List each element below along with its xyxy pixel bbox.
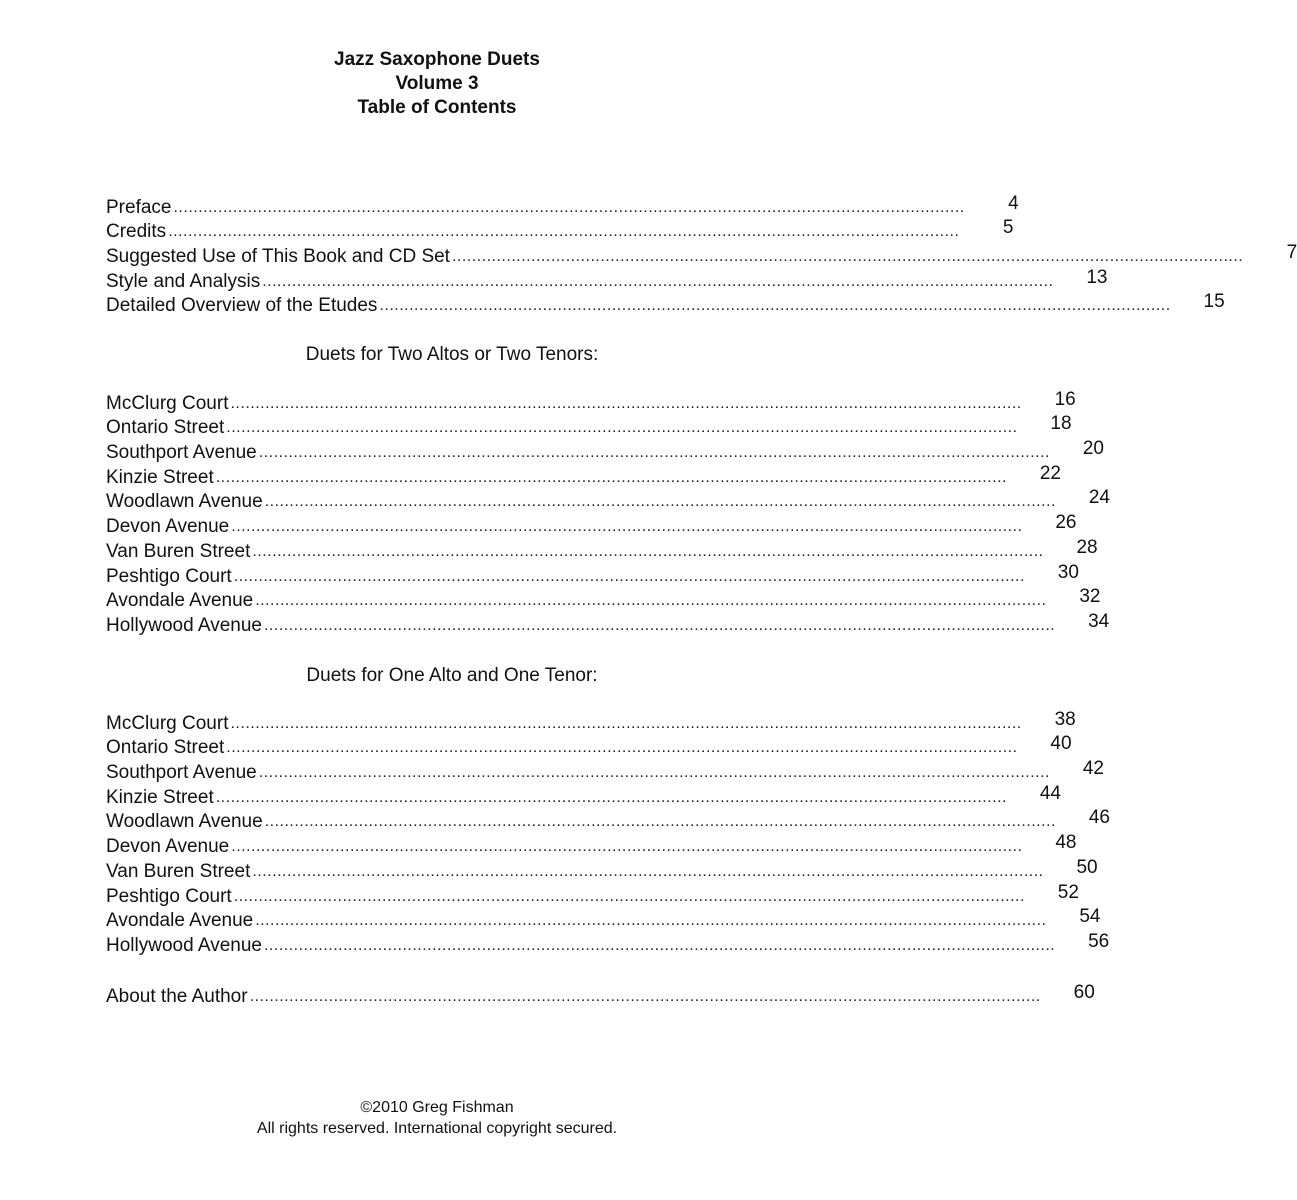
dot-leader: ................................................................................................................................................................ — [249, 987, 1041, 1005]
toc-entry — [106, 487, 1110, 514]
toc-entry — [106, 438, 1104, 464]
copyright-footer — [0, 1097, 874, 1139]
section-heading-alto-tenor: Duets for One Alto and One Tenor: — [306, 665, 598, 686]
toc-entry-page: 50 — [1076, 856, 1098, 878]
toc-entry — [106, 192, 1019, 219]
toc-entry — [106, 462, 1061, 489]
toc-entry-title: Avondale Avenue — [106, 910, 254, 932]
document-header — [0, 48, 874, 120]
toc-entry-page: 4 — [1008, 192, 1019, 214]
dot-leader: ................................................................................................................................................................ — [226, 739, 1018, 757]
toc-entry-page: 18 — [1050, 413, 1072, 435]
toc-entry-title: Detailed Overview of the Etudes — [106, 295, 378, 317]
dot-leader: ................................................................................................................................................................ — [231, 518, 1023, 536]
toc-entry-title: Credits — [106, 221, 167, 243]
toc-entry — [106, 708, 1076, 735]
toc-entry-title: Devon Avenue — [106, 516, 230, 538]
toc-entry-page: 22 — [1039, 462, 1061, 484]
toc-entry — [106, 807, 1110, 834]
toc-entry-title: Van Buren Street — [106, 540, 251, 562]
toc-entry-page: 15 — [1203, 291, 1225, 313]
toc-entry-page: 60 — [1073, 981, 1095, 1003]
dot-leader: ................................................................................................................................................................ — [215, 468, 1007, 486]
toc-entry-page: 24 — [1088, 487, 1110, 509]
volume-label: Volume 3 — [395, 73, 479, 94]
toc-entry-page: 46 — [1088, 807, 1110, 829]
dot-leader: ................................................................................................................................................................ — [262, 272, 1054, 290]
toc-entry-title: Style and Analysis — [106, 270, 261, 292]
toc-entry-page: 16 — [1054, 388, 1076, 410]
dot-leader: ................................................................................................................................................................ — [255, 592, 1047, 610]
toc-entry-page: 5 — [1002, 217, 1014, 239]
toc-entry-title: Preface — [106, 196, 172, 218]
dot-leader: ................................................................................................................................................................ — [231, 838, 1023, 856]
toc-entry — [106, 930, 1110, 957]
toc-entry-page: 32 — [1079, 586, 1101, 608]
dot-leader: ................................................................................................................................................................ — [451, 248, 1244, 266]
toc-entry — [106, 906, 1101, 933]
toc-entry — [106, 586, 1101, 613]
toc-entry — [106, 832, 1077, 858]
front-matter-list — [106, 192, 1297, 317]
toc-entry-title: Southport Avenue — [106, 762, 257, 784]
toc-entry-page: 48 — [1055, 832, 1077, 854]
toc-entry — [106, 512, 1077, 538]
toc-entry-page: 30 — [1057, 561, 1079, 583]
toc-entry-page: 7 — [1286, 242, 1297, 264]
toc-entry — [106, 388, 1076, 415]
toc-entry — [106, 758, 1104, 784]
toc-entry-title: Hollywood Avenue — [106, 614, 262, 636]
toc-entry — [106, 242, 1297, 268]
toc-entry-page: 28 — [1076, 536, 1098, 558]
toc-entry — [106, 291, 1225, 318]
section-two-altos-list — [106, 388, 1110, 637]
dot-leader: ................................................................................................................................................................ — [264, 813, 1056, 831]
toc-entry — [106, 610, 1110, 637]
toc-entry-page: 44 — [1039, 782, 1061, 804]
toc-entry — [106, 881, 1079, 908]
toc-entry-title: Van Buren Street — [106, 860, 251, 882]
toc-entry — [106, 561, 1079, 588]
toc-entry-page: 54 — [1079, 906, 1101, 928]
dot-leader: ................................................................................................................................................................ — [226, 419, 1018, 437]
dot-leader: ................................................................................................................................................................ — [379, 297, 1171, 315]
toc-entry-title: Devon Avenue — [106, 836, 230, 858]
dot-leader: ................................................................................................................................................................ — [258, 444, 1050, 462]
dot-leader: ................................................................................................................................................................ — [233, 567, 1025, 585]
toc-entry-page: 34 — [1088, 610, 1110, 632]
toc-entry — [106, 217, 1014, 244]
toc-entry-title: McClurg Court — [106, 712, 229, 734]
dot-leader: ................................................................................................................................................................ — [168, 223, 960, 241]
dot-leader: ................................................................................................................................................................ — [230, 394, 1022, 412]
dot-leader: ................................................................................................................................................................ — [255, 912, 1047, 930]
rights-line: All rights reserved. International copyright secured. — [256, 1120, 618, 1137]
toc-entry-page: 26 — [1055, 512, 1077, 534]
toc-entry-page: 38 — [1054, 708, 1076, 730]
toc-entry-title: Ontario Street — [106, 737, 225, 759]
copyright-line: ©2010 Greg Fishman — [360, 1099, 514, 1116]
toc-entry-title: Ontario Street — [106, 417, 225, 439]
toc-entry-page: 42 — [1082, 758, 1104, 780]
toc-entry — [106, 413, 1072, 440]
dot-leader: ................................................................................................................................................................ — [263, 936, 1056, 954]
toc-heading: Table of Contents — [357, 97, 517, 118]
toc-entry — [106, 536, 1098, 563]
book-title: Jazz Saxophone Duets — [334, 49, 540, 70]
toc-entry-page: 56 — [1088, 930, 1110, 952]
toc-entry-title: Peshtigo Court — [106, 885, 232, 907]
toc-entry-title: About the Author — [106, 985, 248, 1007]
dot-leader: ................................................................................................................................................................ — [230, 714, 1022, 732]
toc-entry-title: Woodlawn Avenue — [106, 811, 263, 833]
toc-entry-title: Peshtigo Court — [106, 565, 232, 587]
dot-leader: ................................................................................................................................................................ — [173, 198, 965, 216]
toc-entry — [106, 856, 1098, 883]
toc-entry — [106, 733, 1072, 760]
toc-entry-title: Kinzie Street — [106, 786, 214, 808]
toc-entry-title: Hollywood Avenue — [106, 934, 262, 956]
toc-entry — [106, 981, 1095, 1008]
section-heading-two-altos: Duets for Two Altos or Two Tenors: — [305, 344, 599, 365]
dot-leader: ................................................................................................................................................................ — [252, 542, 1044, 560]
dot-leader: ................................................................................................................................................................ — [233, 887, 1025, 905]
toc-entry — [106, 782, 1061, 809]
toc-entry-title: McClurg Court — [106, 392, 229, 414]
section-alto-tenor-list — [106, 708, 1110, 957]
toc-entry-page: 52 — [1057, 881, 1079, 903]
toc-entry-page: 20 — [1082, 438, 1104, 460]
toc-entry-title: Avondale Avenue — [106, 590, 254, 612]
back-matter-list — [106, 981, 1095, 1008]
toc-entry-title: Suggested Use of This Book and CD Set — [106, 246, 450, 268]
dot-leader: ................................................................................................................................................................ — [264, 493, 1056, 511]
toc-entry — [106, 266, 1108, 293]
dot-leader: ................................................................................................................................................................ — [258, 764, 1050, 782]
dot-leader: ................................................................................................................................................................ — [252, 862, 1044, 880]
toc-entry-page: 40 — [1050, 733, 1072, 755]
toc-entry-title: Kinzie Street — [106, 466, 214, 488]
dot-leader: ................................................................................................................................................................ — [263, 616, 1056, 634]
toc-entry-page: 13 — [1086, 266, 1108, 288]
toc-entry-title: Southport Avenue — [106, 442, 257, 464]
toc-entry-title: Woodlawn Avenue — [106, 491, 263, 513]
dot-leader: ................................................................................................................................................................ — [215, 788, 1007, 806]
